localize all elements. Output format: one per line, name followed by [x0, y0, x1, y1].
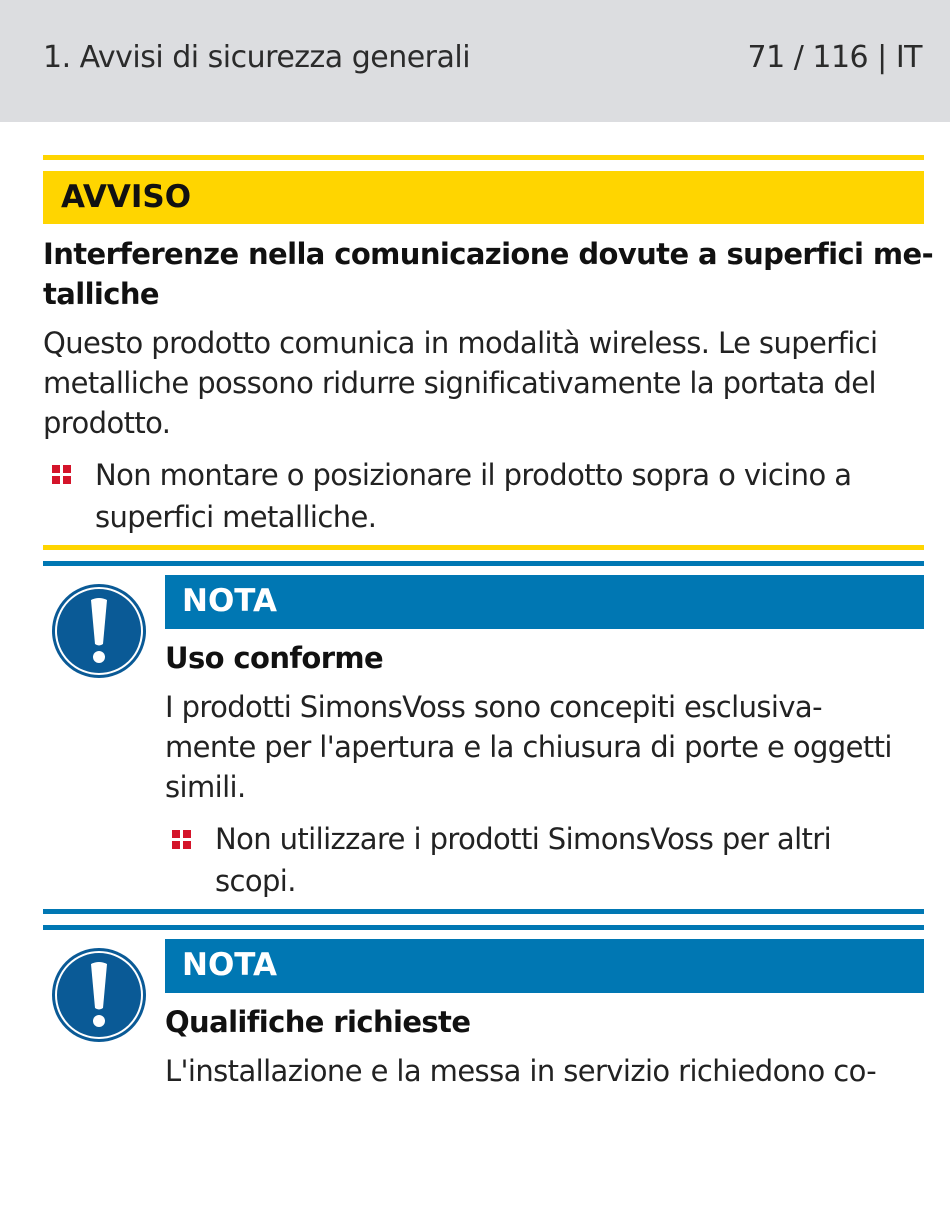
note1-label-bar — [165, 575, 924, 629]
warning-top-rule — [43, 155, 924, 160]
note2-heading: Qualifiche richieste — [165, 1005, 471, 1039]
warning-body-line3: prodotto. — [43, 406, 171, 440]
note2-top-rule — [43, 925, 924, 930]
warning-body-line2: metalliche possono ridurre significativamente la portata del — [43, 366, 876, 400]
note1-body-line2: mente per l'apertura e la chiusura di porte e oggetti — [165, 730, 892, 764]
warning-heading-line2: talliche — [43, 277, 159, 311]
warning-body-line1: Questo prodotto comunica in modalità wireless. Le superfici — [43, 326, 878, 360]
section-title: 1. Avvisi di sicurezza generali — [43, 40, 471, 75]
page-header — [0, 0, 950, 122]
warning-bullet-line1: Non montare o posizionare il prodotto sopra o vicino a — [95, 458, 852, 492]
note2-label: NOTA — [182, 947, 278, 983]
note1-heading: Uso conforme — [165, 641, 384, 675]
warning-label: AVVISO — [61, 179, 192, 215]
exclamation-circle-icon — [50, 582, 148, 680]
warning-bullet-line2: superfici metalliche. — [95, 500, 377, 534]
red-square-bullet-icon — [172, 830, 192, 850]
warning-label-bar — [43, 171, 924, 224]
note1-body-line1: I prodotti SimonsVoss sono concepiti esclusiva- — [165, 690, 822, 724]
note1-body-line3: simili. — [165, 770, 246, 804]
note1-label: NOTA — [182, 583, 278, 619]
note1-top-rule — [43, 561, 924, 566]
note1-bullet-line1: Non utilizzare i prodotti SimonsVoss per altri — [215, 822, 832, 856]
warning-heading-line1: Interferenze nella comunicazione dovute a superfici me- — [43, 237, 934, 271]
page-indicator: 71 / 116 | IT — [747, 40, 922, 75]
note2-label-bar — [165, 939, 924, 993]
note1-bottom-rule — [43, 909, 924, 914]
exclamation-circle-icon — [50, 946, 148, 1044]
note2-body-line1: L'installazione e la messa in servizio richiedono co- — [165, 1054, 877, 1088]
warning-bottom-rule — [43, 545, 924, 550]
note1-bullet-line2: scopi. — [215, 864, 296, 898]
red-square-bullet-icon — [52, 465, 72, 485]
